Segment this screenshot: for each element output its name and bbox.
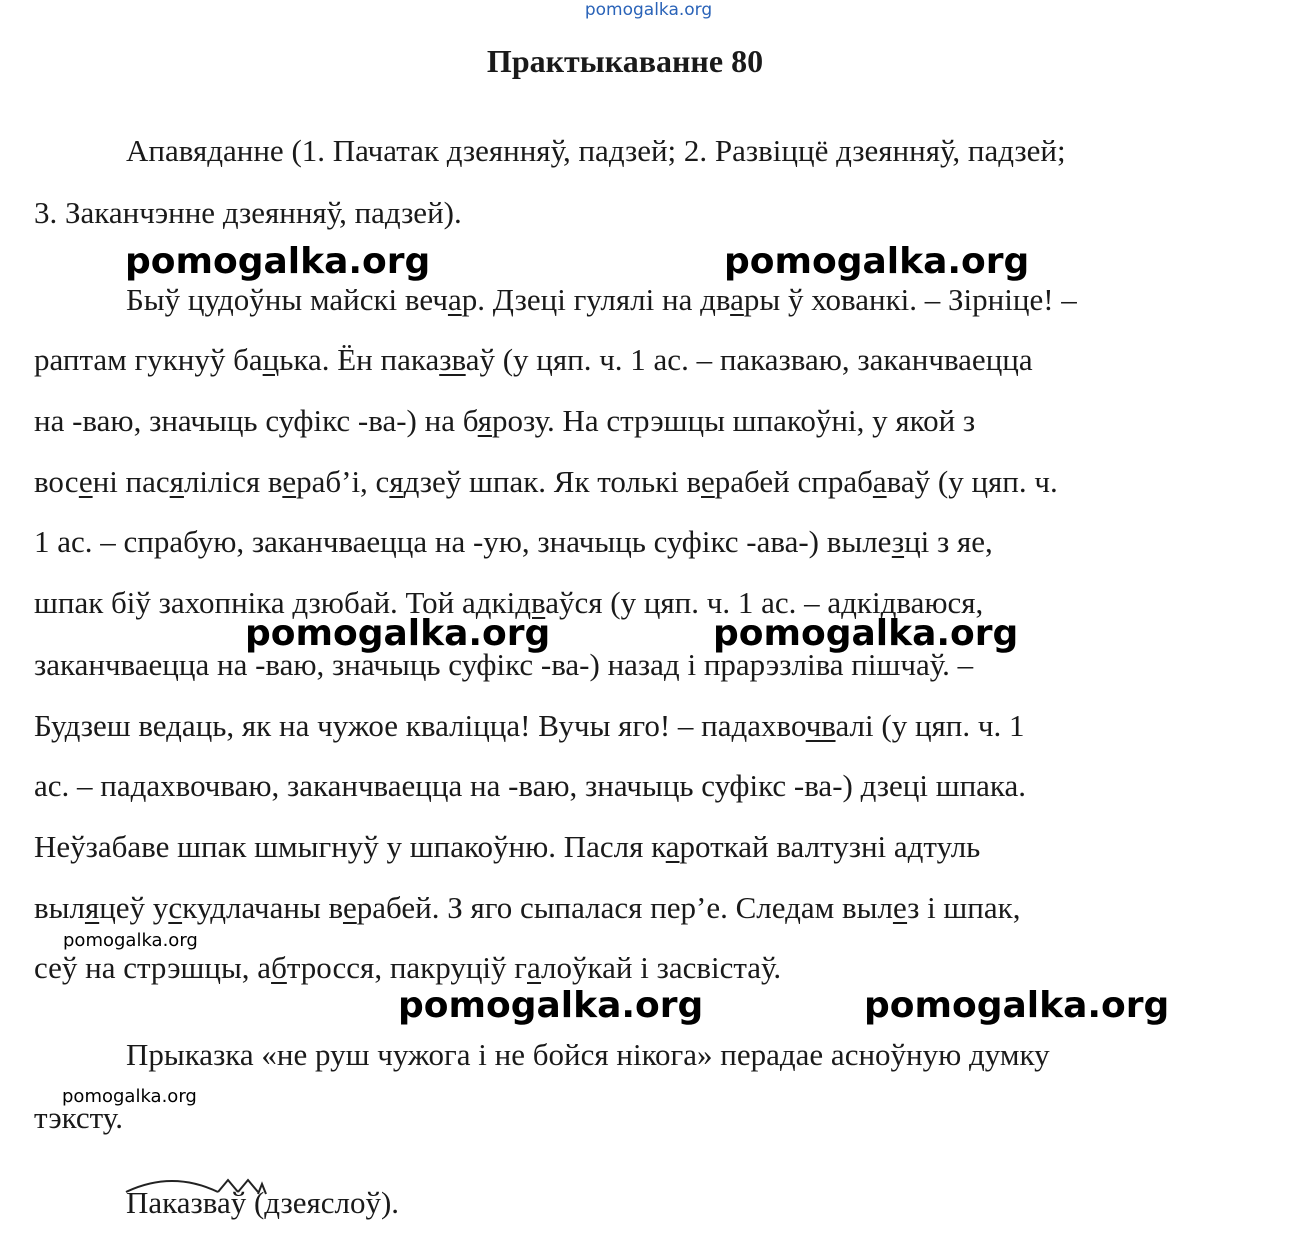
text-segment: цеў у: [99, 890, 169, 925]
story-line: [34, 522, 993, 562]
text-segment: Будзеш ведаць, як на чужое кваліцца! Вучы яго! – падахво: [34, 708, 806, 743]
underlined-letter: с: [168, 890, 183, 925]
analysis-word: Паказваў: [126, 1185, 247, 1220]
text-segment: 1 ас. – спрабую, заканчваецца на -ую, значыць суфікс -ава-) выле: [34, 524, 892, 559]
watermark: pomogalka.org: [125, 241, 431, 282]
text-segment: Быў цудоўны майскі веч: [126, 282, 448, 317]
underlined-letter: чв: [805, 708, 836, 743]
underlined-letter: е: [282, 464, 297, 499]
underlined-letter: з: [891, 524, 905, 559]
underlined-letter: е: [892, 890, 908, 925]
text-segment: тросся, пакруціў г: [286, 950, 527, 985]
text-segment: вос: [34, 464, 79, 499]
underlined-letter: а: [527, 950, 542, 985]
text-segment: рабей. З яго сыпалася пер’е. Следам выл: [356, 890, 893, 925]
analysis-line: [126, 1183, 399, 1223]
story-line: [34, 948, 781, 988]
text-segment: шпак біў захопніка дзюбай. Той адкі: [34, 585, 516, 620]
text-segment: аў (у цяп. ч. 1 ас. – паказваю, заканчваецца: [465, 342, 1033, 377]
text-segment: ліліся в: [183, 464, 283, 499]
underlined-letter: е: [342, 890, 357, 925]
underlined-letter: ц: [262, 342, 280, 377]
proverb-line-1: Прыказка «не руш чужога і не бойся нікога» перадае асноўную думку: [126, 1037, 1050, 1072]
underlined-letter: е: [701, 464, 715, 499]
intro-line-2: 3. Заканчэнне дзеянняў, падзей).: [34, 195, 462, 230]
story-line: [34, 340, 1033, 380]
watermark-top: pomogalka.org: [584, 0, 713, 20]
text-segment: алі (у цяп. ч. 1: [835, 708, 1025, 743]
watermark: pomogalka.org: [864, 985, 1170, 1026]
underlined-letter: а: [447, 282, 462, 317]
underlined-letter: я: [389, 464, 404, 499]
analysis-note: (дзеяслоў).: [246, 1185, 400, 1220]
story-line: [34, 706, 1024, 746]
page-title: Практыкаванне 80: [486, 43, 764, 79]
underlined-letter: б: [271, 950, 287, 985]
text-segment: на -ваю, значыць суфікс -ва-) на б: [34, 403, 478, 438]
story-line: [126, 280, 1077, 320]
underlined-letter: я: [84, 890, 100, 925]
text-segment: рабей спраб: [714, 464, 873, 499]
text-segment: з і шпак,: [907, 890, 1021, 925]
watermark: pomogalka.org: [398, 985, 704, 1026]
watermark: pomogalka.org: [724, 241, 1030, 282]
proverb-line-2: тэксту.: [34, 1100, 123, 1135]
text-segment: ваў (у цяп. ч.: [886, 464, 1058, 499]
text-segment: ці з яе,: [904, 524, 993, 559]
story-line: [34, 401, 975, 441]
text-segment: сеў на стрэшцы, а: [34, 950, 272, 985]
underlined-letter: я: [477, 403, 492, 438]
underlined-letter: а: [665, 829, 680, 864]
underlined-letter: я: [169, 464, 184, 499]
watermark: pomogalka.org: [713, 613, 1019, 654]
underlined-letter: а: [872, 464, 887, 499]
underlined-letter: зв: [439, 342, 466, 377]
text-segment: дзеў шпак. Як толькі в: [403, 464, 701, 499]
watermark: pomogalka.org: [245, 613, 551, 654]
story-line: [34, 827, 980, 867]
text-segment: ні пас: [92, 464, 170, 499]
text-segment: раптам гукнуў ба: [34, 342, 263, 377]
text-segment: кудлачаны в: [182, 890, 343, 925]
story-line: [34, 888, 1020, 928]
watermark-small: pomogalka.org: [62, 1086, 197, 1107]
underlined-letter: е: [78, 464, 93, 499]
story-line: заканчваецца на -ваю, значыць суфікс -ва-) назад і прарэзліва пішчаў. –: [34, 647, 974, 682]
text-segment: ька. Ён пака: [279, 342, 440, 377]
text-segment: аўся (у цяп. ч. 1 ас. – адкідваюся,: [545, 585, 984, 620]
text-segment: розу. На стрэшцы шпакоўні, у якой з: [491, 403, 976, 438]
text-segment: выл: [34, 890, 85, 925]
story-line: [34, 462, 1058, 502]
text-segment: Неўзабаве шпак шмыгнуў у шпакоўню. Пасля к: [34, 829, 666, 864]
text-segment: раб’і, с: [296, 464, 390, 499]
intro-line-1: Апавяданне (1. Пачатак дзеянняў, падзей; 2. Развіццё дзеянняў, падзей;: [126, 133, 1066, 168]
story-line: ас. – падахвочваю, заканчваецца на -ваю, значыць суфікс -ва-) дзеці шпака.: [34, 768, 1027, 803]
underlined-letter: а: [730, 282, 744, 317]
text-segment: роткай валтузні адтуль: [679, 829, 981, 864]
text-segment: р. Дзеці гулялі на дв: [461, 282, 731, 317]
text-segment: ры ў хованкі. – Зірніце! –: [743, 282, 1077, 317]
text-segment: лоўкай і засвістаў.: [541, 950, 782, 985]
watermark-small: pomogalka.org: [63, 930, 198, 951]
underlined-letter: дв: [515, 585, 546, 620]
